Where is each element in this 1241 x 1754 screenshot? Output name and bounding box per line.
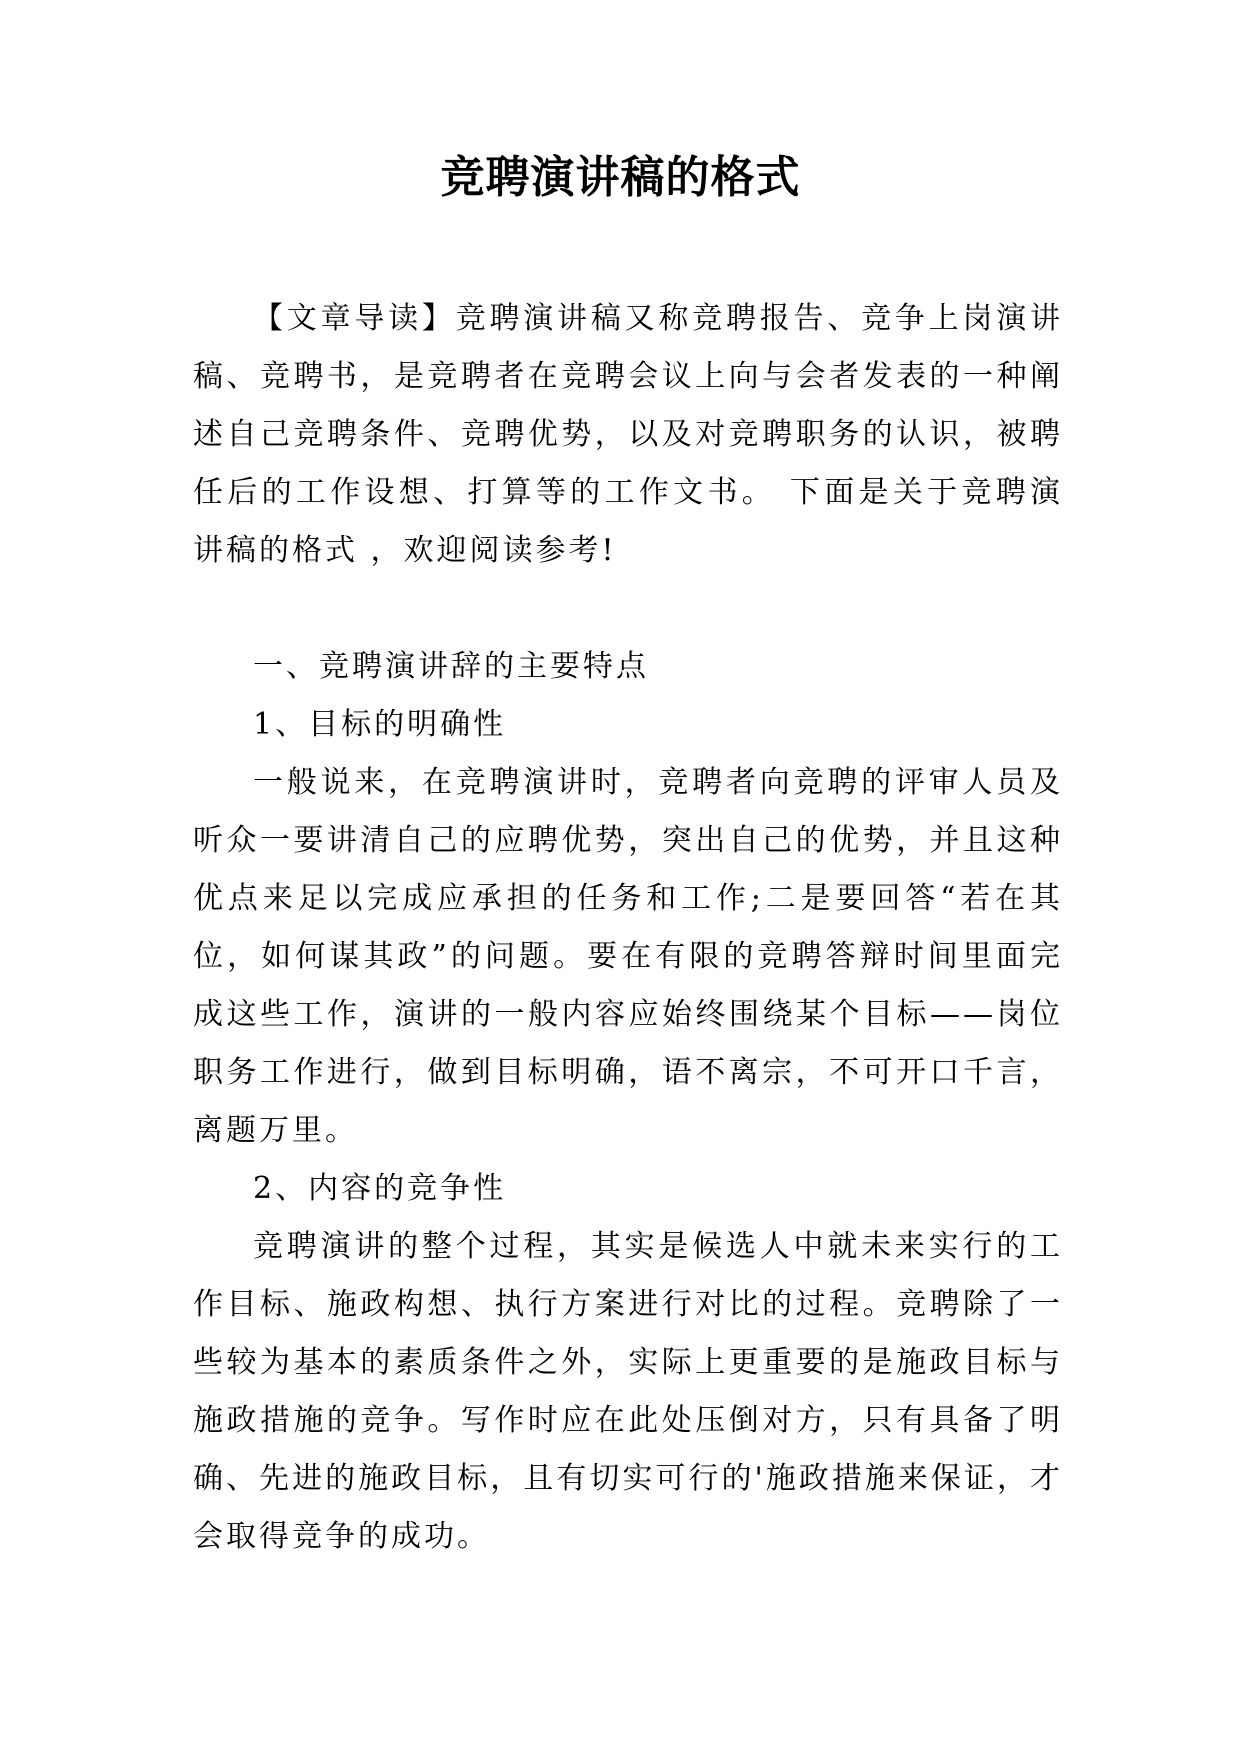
section-heading: 一、竞聘演讲辞的主要特点 [253,649,649,684]
paragraph-goal-clarity: 一般说来，在竞聘演讲时，竞聘者向竞聘的评审人员及听众一要讲清自己的应聘优势，突出自己的优势，并且这种优点来足以完成应承担的任务和工作;二是要回答“若在其位，如何谋其政”的问题。要在有限的竞聘答辩时间里面完成这些工作，演讲的一般内容应始终围绕某个目标——岗位职务工作进行，做到目标明确，语不离宗，不可开口千言，离题万里。 [193,765,1063,1148]
paragraph-spacer [193,580,1063,638]
subheading-goal-clarity: 1、目标的明确性 [253,707,507,742]
intro-paragraph: 【文章导读】竞聘演讲稿又称竞聘报告、竞争上岗演讲稿、竞聘书，是竞聘者在竞聘会议上向与会者发表的一种阐述自己竞聘条件、竞聘优势，以及对竞聘职务的认识，被聘任后的工作设想、打算等的工作文书。 下面是关于竞聘演讲稿的格式 ，欢迎阅读参考! [193,301,1063,568]
document-title: 竞聘演讲稿的格式 [440,152,801,203]
subheading-content-competitiveness: 2、内容的竞争性 [253,1171,507,1206]
document-body [193,290,1063,1566]
paragraph-content-competitiveness: 竞聘演讲的整个过程，其实是候选人中就未来实行的工作目标、施政构想、执行方案进行对比的过程。竞聘除了一些较为基本的素质条件之外，实际上更重要的是施政目标与施政措施的竞争。写作时应在此处压倒对方，只有具备了明确、先进的施政目标，且有切实可行的'施政措施来保证，才会取得竞争的成功。 [193,1229,1063,1554]
